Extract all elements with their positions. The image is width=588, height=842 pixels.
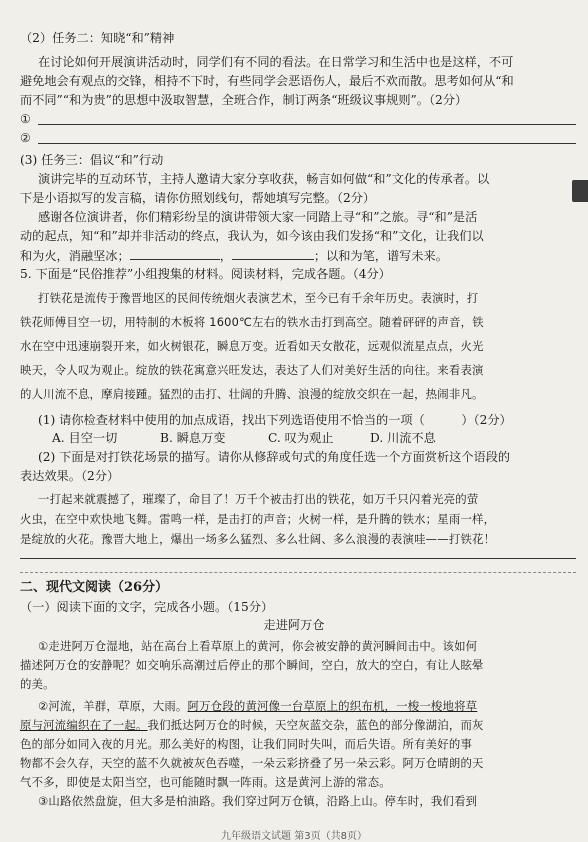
q5-desc-line: 一打起来就震撼了，璀璨了，命目了！万千个被击打出的铁花，如万千只闪着光亮的萤 <box>38 492 479 506</box>
task3-fill-tail: ；以和为笔，谱写未来。 <box>313 249 448 263</box>
underlined-sentence: 阿万仓段的黄河像一台草原上的织布机，一梭一梭地将草 <box>187 699 478 713</box>
article-p2: 色的部分如同入夜的月光。那么美好的构图，让我们同时失叫，而后失语。所有美好的事 <box>20 737 473 751</box>
answer-line[interactable] <box>20 558 576 559</box>
underlined-sentence: 原与河流编织在了一起。 <box>20 718 148 732</box>
task3-line: 演讲完毕的互动环节，主持人邀请大家分享收获，畅言如何做“和”文化的传承者。以 <box>38 172 490 186</box>
q5-desc-line: 是绽放的火花。豫晋大地上，爆出一场多么猛烈、多么壮阔、多么浪漫的表演哇——打铁花！ <box>20 532 496 546</box>
fill-blank-2[interactable] <box>232 247 314 260</box>
q5-desc-line: 火虫，在空中欢快地飞舞。雷鸣一样，是击打的声音；火树一样，是升腾的铁水；星雨一样， <box>20 512 496 526</box>
section2-title: 二、现代文阅读（26分） <box>20 580 169 595</box>
task3-line: 下是小语拟写的发言稿，请你仿照划线句，帮她填写完整。（2分） <box>20 191 376 205</box>
article-p1: 的美。 <box>20 677 55 691</box>
task2-line: 在讨论如何开展演讲活动时，同学们有不同的看法。在日常学习和生活中也是这样，不可 <box>38 55 514 69</box>
article-title: 走进阿万仓 <box>263 618 325 632</box>
option-c[interactable]: C. 叹为观止 <box>268 431 334 445</box>
fill-blank-1[interactable] <box>130 247 220 260</box>
article-p2: 物都不会久存，天空的蓝不久就被灰色吞噬，一朵云彩挤叠了另一朵云彩。阿万仓晴朗的天 <box>20 756 484 770</box>
task3-fill-sep: ， <box>219 249 232 263</box>
article-p2: 原与河流编织在了一起。我们抵达阿万仓的时候，天空灰蓝交杂，蓝色的部分像湖泊，而灰 <box>20 718 484 732</box>
task2-line: 而不同”“和为贵”的思想中汲取智慧，全班合作，制订两条“班级议事规则”。（2分） <box>20 93 468 107</box>
article-p3: ③山路依然盘旋，但大多是柏油路。我们穿过阿万仓镇，沿路上山。停车时，我们看到 <box>38 794 478 808</box>
article-p2: ②河流，羊群，草原，大雨。阿万仓段的黄河像一台草原上的织布机，一梭一梭地将草 <box>38 699 478 713</box>
section2-sub: （一）阅读下面的文字，完成各小题。（15分） <box>20 600 274 614</box>
q5-passage-line: 水在空中迅速崩裂开来，如火树银花，瞬息万变。近看如天女散花，远观似流星点点，火光 <box>20 339 484 353</box>
rule1-answer-line[interactable] <box>38 124 576 125</box>
option-d[interactable]: D. 川流不息 <box>370 431 436 445</box>
q5-passage-line: 铁花师傅目空一切，用特制的木板将 1600℃左右的铁水击打到高空。随着砰砰的声音，铁 <box>20 315 484 329</box>
article-p2: 气不多，即使是太阳当空，也可能随时飘一阵雨。这是黄河上游的常态。 <box>20 775 391 789</box>
q5-title: 5. 下面是“民俗推荐”小组搜集的材料。阅读材料，完成各题。（4分） <box>20 267 391 281</box>
task3-fill-line <box>20 247 576 264</box>
edge-tab <box>572 180 588 202</box>
article-p1: 描述阿万仓的安静呢？如交响乐高潮过后停止的那个瞬间，空白，放大的空白，有让人眩晕 <box>20 658 484 672</box>
q5-sub1: (1) 请你检查材料中使用的加点成语，找出下列选语使用不恰当的一项（ ）（2分） <box>38 413 512 427</box>
q5-passage-line: 的人川流不息，摩肩接踵。猛烈的击打、壮阔的升腾、浪漫的绽放交织在一起，热闹非凡。 <box>20 387 484 401</box>
rule1-marker: ① <box>20 112 31 126</box>
task3-line: 感谢各位演讲者，你们精彩纷呈的演讲带领大家一同踏上寻“和”之旅。寻“和”是活 <box>38 210 478 224</box>
rule2-marker: ② <box>20 131 31 145</box>
q5-sub2: 表达效果。（2分） <box>20 469 120 483</box>
option-a[interactable]: A. 目空一切 <box>52 431 118 445</box>
task3-fill-head: 和为火，消融坚冰； <box>20 249 130 263</box>
task3-title: (3) 任务三：倡议“和”行动 <box>20 153 164 167</box>
task2-title: （2）任务二：知晓“和”精神 <box>20 31 175 45</box>
page-footer: 九年级语文试题 第3页（共8页） <box>221 831 367 842</box>
q5-sub2: (2) 下面是对打铁花场景的描写。请你从修辞或句式的角度任选一个方面赏析这个语段的 <box>38 450 511 464</box>
task2-line: 避免地会有观点的交锋，相持不下时，有些同学会恶语伤人，最后不欢而散。思考如何从“和 <box>20 74 514 88</box>
article-p1: ①走进阿万仓湿地，站在高台上看草原上的黄河，你会被安静的黄河瞬间击中。该如何 <box>38 639 478 653</box>
option-b[interactable]: B. 瞬息万变 <box>160 431 226 445</box>
rule2-answer-line[interactable] <box>38 143 576 144</box>
divider <box>20 572 576 573</box>
q5-passage-line: 映天，令人叹为观止。绽放的铁花寓意兴旺发达，表达了人们对美好生活的向往。来看表演 <box>20 363 484 377</box>
task3-line: 动的起点，知“和”却并非活动的终点，我认为，如今该由我们发扬“和”文化，让我们以 <box>20 229 484 243</box>
q5-passage-line: 打铁花是流传于豫晋地区的民间传统烟火表演艺术，至今已有千余年历史。表演时，打 <box>38 291 479 305</box>
